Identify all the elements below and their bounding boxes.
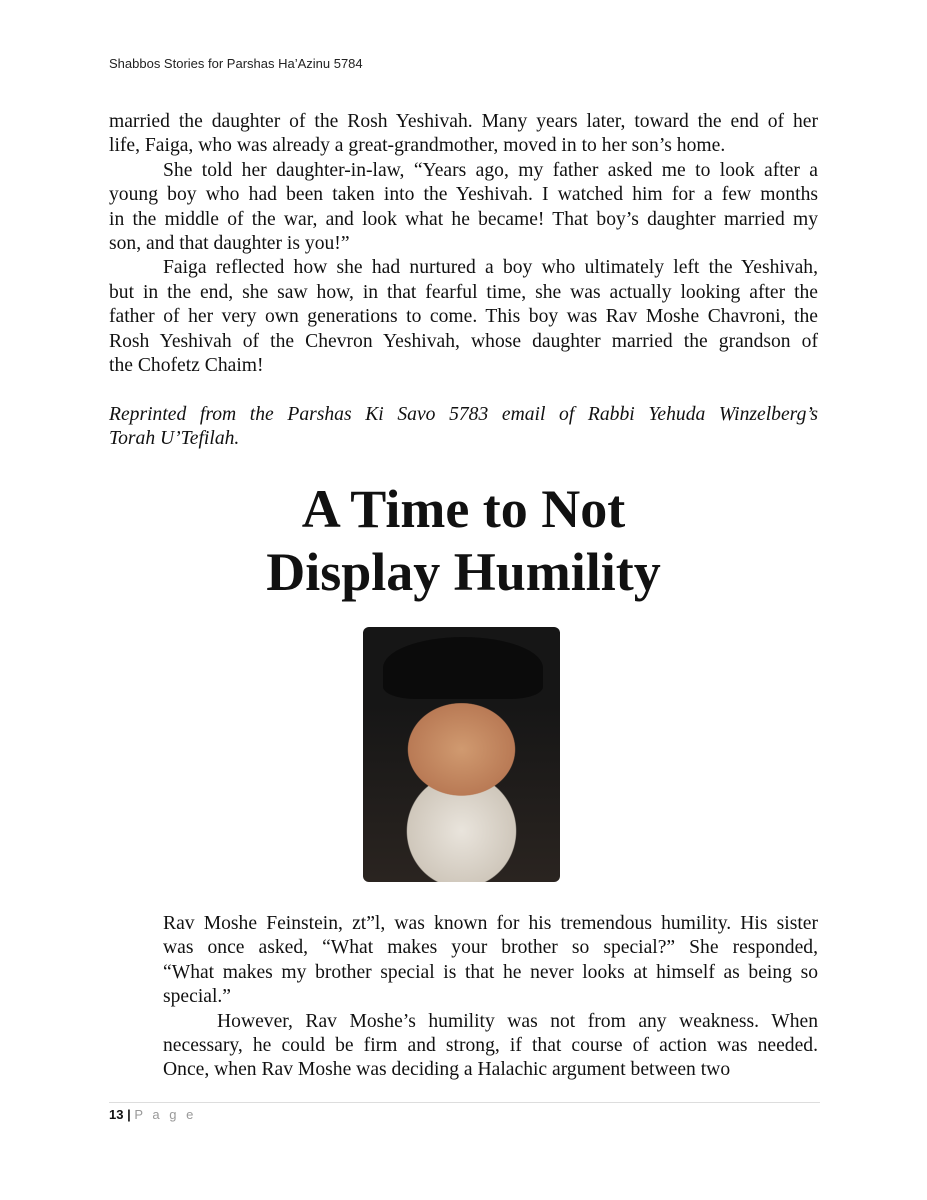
paragraph-line: Faiga reflected how she had nurtured a boy who ultimately left the Yeshivah, — [163, 257, 818, 279]
running-header: Shabbos Stories for Parshas Ha’Azinu 5784 — [109, 56, 363, 71]
paragraph-line: “What makes my brother special is that he never looks at himself as being so — [163, 961, 818, 983]
reprint-credit: Reprinted from the Parshas Ki Savo 5783 email of Rabbi Yehuda Winzelberg’s — [109, 403, 818, 425]
paragraph-line: Rav Moshe Feinstein, zt”l, was known for his tremendous humility. His sister — [163, 913, 818, 934]
paragraph-line: married the daughter of the Rosh Yeshivah. Many years later, toward the end of her — [109, 111, 818, 132]
portrait-photo — [363, 627, 560, 882]
paragraph-line: son, and that daughter is you!” — [109, 233, 350, 255]
paragraph-line: young boy who had been taken into the Yeshivah. I watched him for a few months — [109, 184, 818, 206]
paragraph-line: life, Faiga, who was already a great-grandmother, moved in to her son’s home. — [109, 135, 726, 157]
page-number: 13 — [109, 1107, 124, 1122]
paragraph-line: but in the end, she saw how, in that fearful time, she was actually looking after the — [109, 281, 818, 303]
paragraph-line: Rosh Yeshivah of the Chevron Yeshivah, whose daughter married the grandson of — [109, 330, 818, 352]
paragraph-line: in the middle of the war, and look what he became! That boy’s daughter married my — [109, 208, 818, 230]
footer-separator: | — [127, 1107, 131, 1122]
paragraph-line: Once, when Rav Moshe was deciding a Halachic argument between two — [163, 1059, 731, 1081]
title-line-2: Display Humility — [266, 542, 661, 602]
footer-divider — [109, 1102, 820, 1103]
paragraph-line: She told her daughter-in-law, “Years ago, my father asked me to look after a — [163, 159, 818, 181]
paragraph-line: the Chofetz Chaim! — [109, 355, 264, 377]
paragraph-line: necessary, he could be firm and strong, if that course of action was needed. — [163, 1035, 818, 1057]
story-continuation — [109, 110, 818, 452]
title-line-1: A Time to Not — [301, 479, 626, 539]
page-label: P a g e — [134, 1107, 197, 1122]
article-title — [0, 478, 927, 604]
page-footer — [109, 1107, 196, 1122]
spacer — [109, 378, 818, 402]
reprint-credit: Torah U’Tefilah. — [109, 428, 240, 450]
paragraph-line: However, Rav Moshe’s humility was not from any weakness. When — [217, 1010, 818, 1032]
hat-shape — [383, 637, 543, 699]
article-body — [163, 912, 818, 1083]
paragraph-line: special.” — [163, 986, 231, 1008]
paragraph-line: father of her very own generations to come. This boy was Rav Moshe Chavroni, the — [109, 306, 818, 328]
paragraph-line: was once asked, “What makes your brother so special?” She responded, — [163, 937, 818, 959]
